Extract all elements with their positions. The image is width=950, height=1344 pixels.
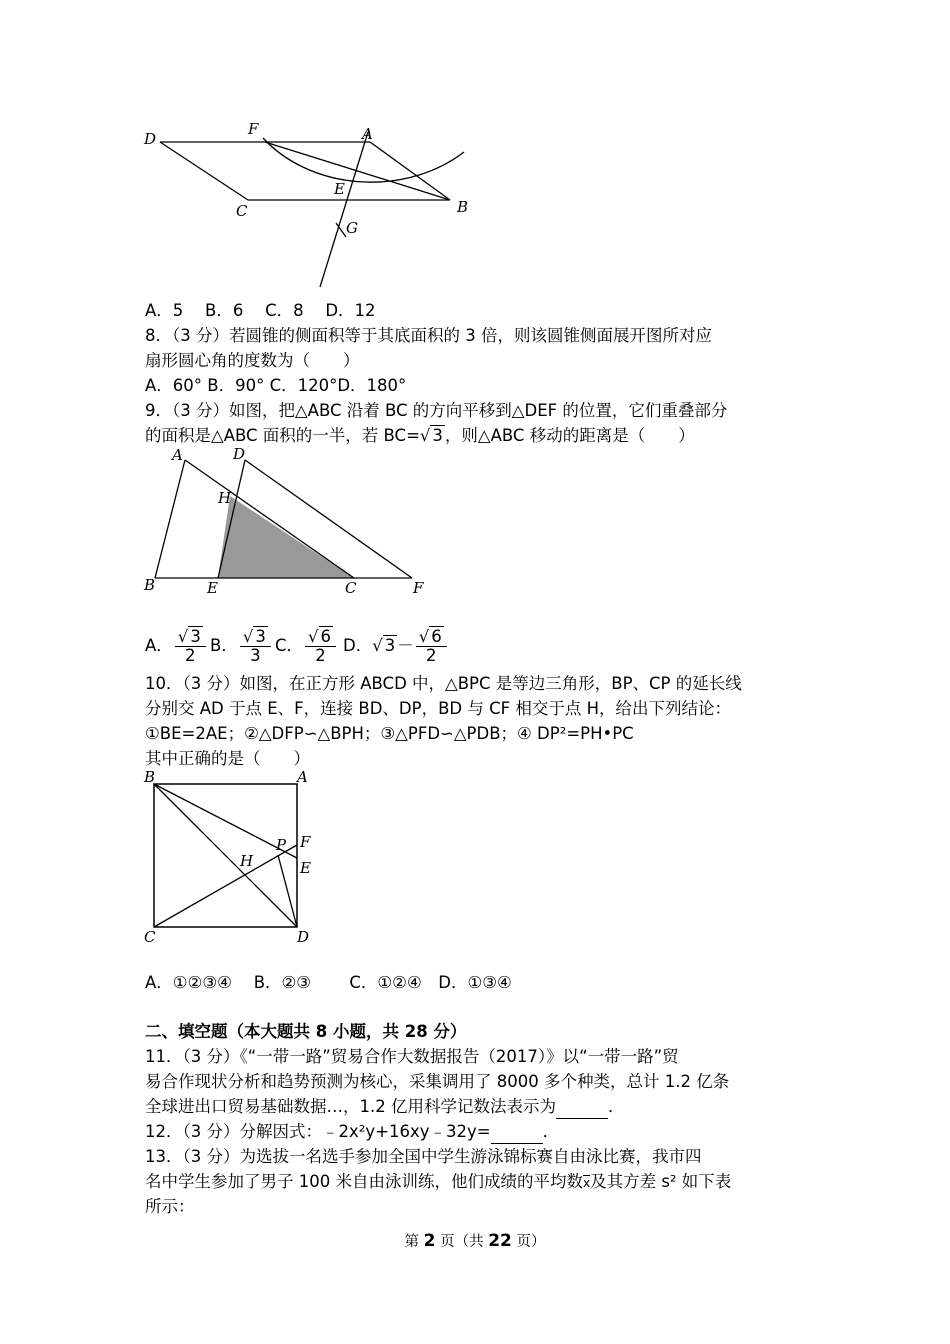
fig9-label-c: C (345, 579, 357, 597)
q8-line1: 8．（3 分）若圆锥的侧面积等于其底面积的 3 倍，则该圆锥侧面展开图所对应 (145, 326, 712, 345)
fig9-label-d: D (233, 445, 246, 463)
q10-line3: ①BE=2AE；②△DFP∽△BPH；③△PFD∽△PDB；④ DP²=PH•PC (145, 724, 634, 743)
q8-line2: 扇形圆心角的度数为（ ） (145, 351, 360, 370)
fig7-label-d: D (144, 130, 157, 148)
q9-line2-post: ，则△ABC 移动的距离是（ ） (444, 426, 695, 445)
q13-line1: 13．（3 分）为选拔一名选手参加全国中学生游泳锦标赛自由泳比赛，我市四 (145, 1147, 702, 1166)
fig7-label-f: F (248, 120, 259, 138)
mean-symbol: $\overline{x}$ (582, 1176, 591, 1190)
fig10-label-p: P (276, 836, 287, 854)
fig9-label-e: E (207, 579, 218, 597)
q7-options: A．5 B．6 C．8 D．12 (145, 301, 376, 320)
fig7-label-c: C (236, 202, 248, 220)
q11-line2: 易合作现状分析和趋势预测为核心，采集调用了 8000 多个种类，总计 1.2 亿条 (145, 1072, 730, 1091)
q10-line1: 10．（3 分）如图，在正方形 ABCD 中，△BPC 是等边三角形，BP、CP 的延长线 (145, 674, 742, 693)
figure-q10 (140, 768, 320, 948)
fig9-label-f: F (413, 579, 424, 597)
q9-line2-pre: 的面积是△ABC 面积的一半，若 BC= (145, 426, 420, 445)
q9-option-d: D．√ 3 － $\frac{√ 6}{2}$ (343, 628, 449, 665)
page-number: 2 (423, 1231, 436, 1251)
q8-options: A．60° B．90° C．120°D．180° (145, 376, 407, 395)
q13-line2: 名中学生参加了男子 100 米自由泳训练，他们成绩的平均数$\overline{x}$及其方差 s² 如下表 (145, 1172, 732, 1191)
q9-line1: 9．（3 分）如图，把△ABC 沿着 BC 的方向平移到△DEF 的位置，它们重叠部分 (145, 401, 728, 420)
q9-option-b: B． $\frac{√ 3}{3}$ (210, 628, 273, 665)
answer-blank (556, 1096, 608, 1119)
fig10-label-f: F (300, 833, 311, 851)
q10-options: A．①②③④ B．②③ C．①②④ D．①③④ (145, 973, 512, 992)
page-footer: 第 2 页（共 22 页） (404, 1231, 546, 1251)
fig7-label-e: E (334, 180, 345, 198)
fig10-label-h: H (240, 852, 254, 870)
q9-line2 (145, 425, 695, 447)
fig10-label-b: B (144, 768, 156, 786)
q9-option-a: A． $\frac{√ 3}{2}$ (145, 628, 208, 665)
figure-q7 (140, 120, 480, 295)
q10-line4: 其中正确的是（ ） (145, 749, 310, 768)
fig10-label-e: E (300, 859, 311, 877)
section-heading: 二、填空题（本大题共 8 小题，共 28 分） (145, 1022, 467, 1041)
answer-blank (491, 1121, 543, 1144)
fig10-label-a: A (297, 768, 308, 786)
fig10-label-d: D (297, 928, 310, 946)
page-total: 22 (488, 1231, 512, 1251)
fig7-label-g: G (346, 219, 358, 237)
fig9-label-a: A (172, 446, 183, 464)
fig9-label-h: H (218, 489, 232, 507)
figure-q9 (140, 445, 430, 600)
q11-line3: 全球进出口贸易基础数据…，1.2 亿用科学记数法表示为 ． (145, 1096, 625, 1119)
q11-line1: 11．（3 分）《“一带一路”贸易合作大数据报告（2017）》以“一带一路”贸 (145, 1047, 679, 1066)
q12-line: 12．（3 分）分解因式：﹣2x²y+16xy﹣32y= ． (145, 1121, 559, 1144)
sqrt-symbol: √ 3 (419, 426, 443, 445)
fig7-label-b: B (457, 198, 469, 216)
q13-line3: 所示： (145, 1197, 195, 1216)
q9-option-c: C． $\frac{√ 6}{2}$ (275, 628, 338, 665)
q10-line2: 分别交 AD 于点 E、F，连接 BD、DP，BD 与 CF 相交于点 H，给出下列结论： (145, 699, 731, 718)
fig9-label-b: B (144, 576, 156, 594)
fig10-label-c: C (144, 928, 156, 946)
fig7-label-a: A (362, 125, 373, 143)
